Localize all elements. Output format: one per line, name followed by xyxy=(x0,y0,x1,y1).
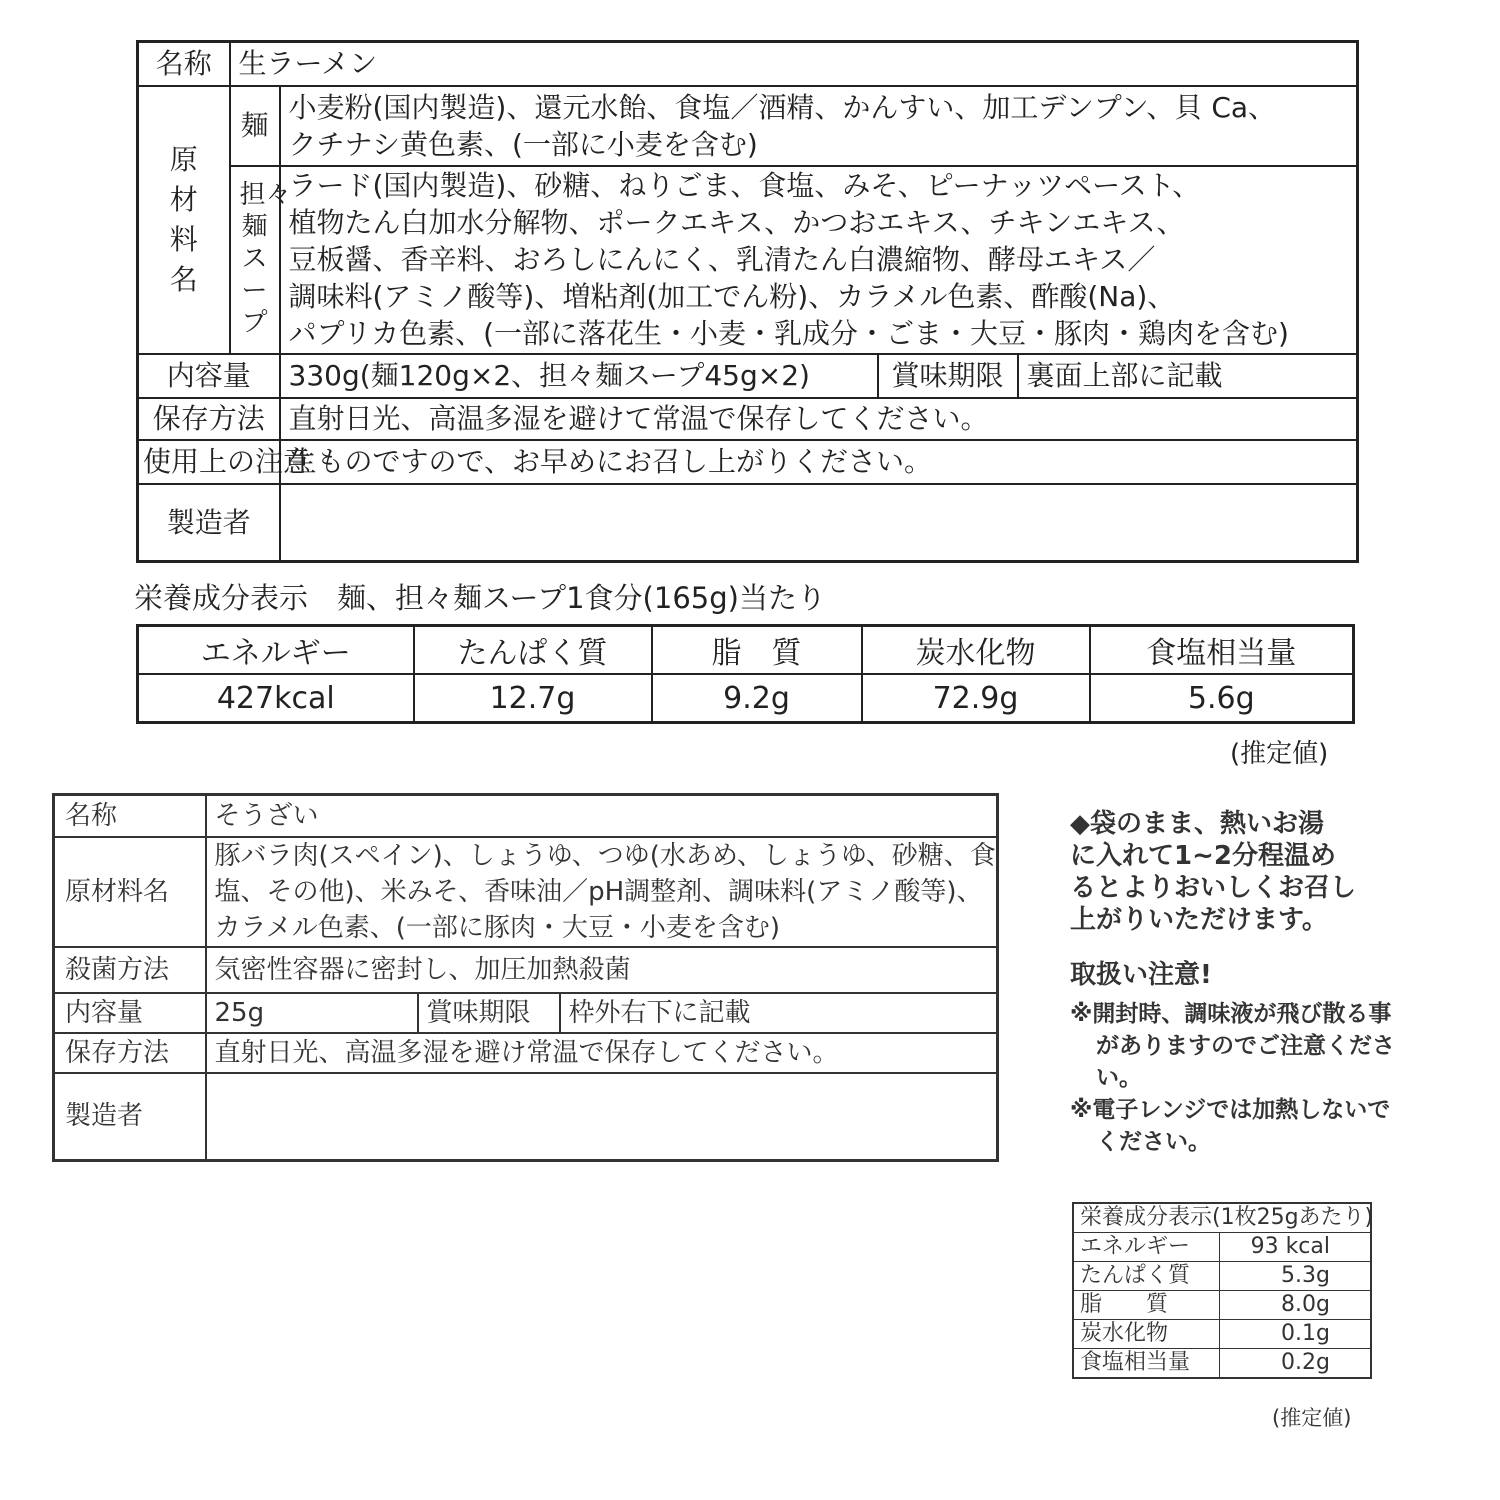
souzai-storage-row xyxy=(54,1033,998,1073)
souzai-ingredients-line: 塩、その他)、米みそ、香味油／pH調整剤、調味料(アミノ酸等)、 xyxy=(214,876,983,907)
nutrition-1-value: 72.9g xyxy=(862,674,1090,723)
ramen-label-table xyxy=(136,40,1359,563)
souzai-bestby-value: 枠外右下に記載 xyxy=(560,993,998,1033)
ramen-noodle-row xyxy=(138,86,1358,166)
handling-caution-2: ※電子レンジでは加熱しないでください。 xyxy=(1070,1097,1391,1155)
ramen-ingredients-label-cell xyxy=(138,86,230,354)
nutrition-2-label: 食塩相当量 xyxy=(1073,1349,1219,1379)
nutrition-1-header: たんぱく質 xyxy=(414,626,652,675)
noodle-ingredients xyxy=(280,86,1358,166)
soup-ingredients-line: 植物たん白加水分解物、ポークエキス、かつおエキス、チキンエキス、 xyxy=(288,206,1185,239)
souzai-maker-value xyxy=(206,1073,998,1161)
ramen-storage-value: 直射日光、高温多湿を避けて常温で保存してください。 xyxy=(280,398,1358,440)
ramen-name-label: 名称 xyxy=(138,42,230,86)
nutrition-1-header: エネルギー xyxy=(138,626,414,675)
souzai-ingredients-row xyxy=(54,837,998,947)
nutrition-2-value: 0.2g xyxy=(1219,1349,1371,1379)
souzai-content-row xyxy=(54,993,998,1033)
souzai-ingredients xyxy=(206,837,998,947)
nutrition-1-value: 427kcal xyxy=(138,674,414,723)
ramen-maker-label: 製造者 xyxy=(138,484,280,562)
side-notes xyxy=(1070,808,1400,1158)
nutrition-2-note: (推定値) xyxy=(1272,1406,1352,1430)
heating-instruction-line: に入れて1~2分程温め xyxy=(1070,841,1336,871)
noodle-ingredients-line: クチナシ黄色素、(一部に小麦を含む) xyxy=(288,127,758,161)
nutrition-2-label: エネルギー xyxy=(1073,1233,1219,1262)
nutrition-1-header-row xyxy=(138,626,1354,675)
souzai-content-label: 内容量 xyxy=(54,993,206,1033)
nutrition-1-value: 9.2g xyxy=(652,674,862,723)
nutrition-2-value: 8.0g xyxy=(1219,1291,1371,1320)
nutrition-2-title: 栄養成分表示(1枚25gあたり) xyxy=(1073,1203,1371,1233)
soup-label: 担々麺スープ xyxy=(239,180,292,338)
souzai-name-label-cell xyxy=(54,795,206,837)
nutrition-1-table xyxy=(136,624,1355,724)
souzai-storage-value: 直射日光、高温多湿を避け常温で保存してください。 xyxy=(206,1033,998,1073)
souzai-name-label xyxy=(65,798,195,834)
ramen-ingredients-label: 原材料名 xyxy=(169,142,198,296)
nutrition-2-row xyxy=(1073,1291,1371,1320)
ramen-content-row xyxy=(138,354,1358,398)
ramen-soup-row xyxy=(138,166,1358,354)
ramen-name-row xyxy=(138,42,1358,86)
handling-caution-1: ※開封時、調味液が飛び散る事がありますのでご注意ください。 xyxy=(1070,1001,1395,1091)
souzai-storage-label: 保存方法 xyxy=(54,1033,206,1073)
nutrition-1-title: 栄養成分表示 麺、担々麺スープ1食分(165g)当たり xyxy=(134,581,826,615)
nutrition-2-label: 炭水化物 xyxy=(1073,1320,1219,1349)
souzai-label-table xyxy=(52,793,999,1162)
ramen-maker-value xyxy=(280,484,1358,562)
souzai-sterilization-row xyxy=(54,947,998,993)
ramen-storage-row xyxy=(138,398,1358,440)
souzai-maker-row xyxy=(54,1073,998,1161)
nutrition-2-row xyxy=(1073,1320,1371,1349)
souzai-name-value: そうざい xyxy=(206,795,998,837)
nutrition-2-table xyxy=(1072,1202,1372,1379)
heating-instruction-line: るとよりおいしくお召し xyxy=(1070,873,1357,903)
souzai-ingredients-line: 豚バラ肉(スペイン)、しょうゆ、つゆ(水あめ、しょうゆ、砂糖、食 xyxy=(214,840,996,871)
souzai-content-value: 25g xyxy=(206,993,418,1033)
ramen-caution-value: 生ものですので、お早めにお召し上がりください。 xyxy=(280,440,1358,484)
handling-caution-title: 取扱い注意! xyxy=(1070,960,1212,990)
soup-ingredients xyxy=(280,166,1358,354)
heating-instruction-line: 上がりいただけます。 xyxy=(1070,905,1328,935)
soup-ingredients-line: 調味料(アミノ酸等)、増粘剤(加工でん粉)、カラメル色素、酢酸(Na)、 xyxy=(288,280,1176,313)
heating-instruction-line: ◆袋のまま、熱いお湯 xyxy=(1070,809,1324,839)
souzai-name-row xyxy=(54,795,998,837)
souzai-maker-label: 製造者 xyxy=(54,1073,206,1161)
nutrition-2-title-row xyxy=(1073,1203,1371,1233)
nutrition-2-row xyxy=(1073,1349,1371,1379)
souzai-sterilization-value: 気密性容器に密封し、加圧加熱殺菌 xyxy=(206,947,998,993)
ramen-maker-row xyxy=(138,484,1358,562)
soup-ingredients-line: パプリカ色素、(一部に落花生・小麦・乳成分・ごま・大豆・豚肉・鶏肉を含む) xyxy=(288,317,1289,350)
soup-ingredients-line: ラード(国内製造)、砂糖、ねりごま、食塩、みそ、ピーナッツペースト、 xyxy=(288,169,1201,202)
nutrition-1-header: 食塩相当量 xyxy=(1090,626,1354,675)
noodle-label-cell xyxy=(230,86,280,166)
souzai-sterilization-label: 殺菌方法 xyxy=(54,947,206,993)
ramen-storage-label: 保存方法 xyxy=(138,398,280,440)
nutrition-2-value: 0.1g xyxy=(1219,1320,1371,1349)
ramen-caution-label: 使用上の注意 xyxy=(138,440,280,484)
nutrition-2-label: 脂 質 xyxy=(1073,1291,1219,1320)
nutrition-2-row xyxy=(1073,1233,1371,1262)
soup-label-cell xyxy=(230,166,292,354)
souzai-ingredients-label: 原材料名 xyxy=(54,837,206,947)
souzai-name-label-text: 名称 xyxy=(65,800,118,831)
ramen-bestby-label: 賞味期限 xyxy=(878,354,1018,398)
nutrition-2-label: たんぱく質 xyxy=(1073,1262,1219,1291)
soup-ingredients-line: 豆板醤、香辛料、おろしにんにく、乳清たん白濃縮物、酵母エキス／ xyxy=(288,243,1156,276)
noodle-ingredients-line: 小麦粉(国内製造)、還元水飴、食塩／酒精、かんすい、加工デンプン、貝 Ca、 xyxy=(288,90,1277,124)
nutrition-1-value: 12.7g xyxy=(414,674,652,723)
ramen-content-label: 内容量 xyxy=(138,354,280,398)
nutrition-2-row xyxy=(1073,1262,1371,1291)
nutrition-1-header: 脂 質 xyxy=(652,626,862,675)
nutrition-1-header: 炭水化物 xyxy=(862,626,1090,675)
nutrition-1-note: (推定値) xyxy=(1230,739,1329,769)
souzai-bestby-label: 賞味期限 xyxy=(418,993,560,1033)
ramen-content-value: 330g(麺120g×2、担々麺スープ45g×2) xyxy=(280,354,878,398)
souzai-ingredients-line: カラメル色素、(一部に豚肉・大豆・小麦を含む) xyxy=(214,912,781,943)
nutrition-2-value: 93 kcal xyxy=(1219,1233,1371,1262)
ramen-bestby-value: 裏面上部に記載 xyxy=(1018,354,1358,398)
nutrition-2-value: 5.3g xyxy=(1219,1262,1371,1291)
ramen-name-value: 生ラーメン xyxy=(230,42,1358,86)
nutrition-1-value: 5.6g xyxy=(1090,674,1354,723)
noodle-label: 麺 xyxy=(240,108,269,142)
ramen-caution-row xyxy=(138,440,1358,484)
nutrition-1-value-row xyxy=(138,674,1354,723)
